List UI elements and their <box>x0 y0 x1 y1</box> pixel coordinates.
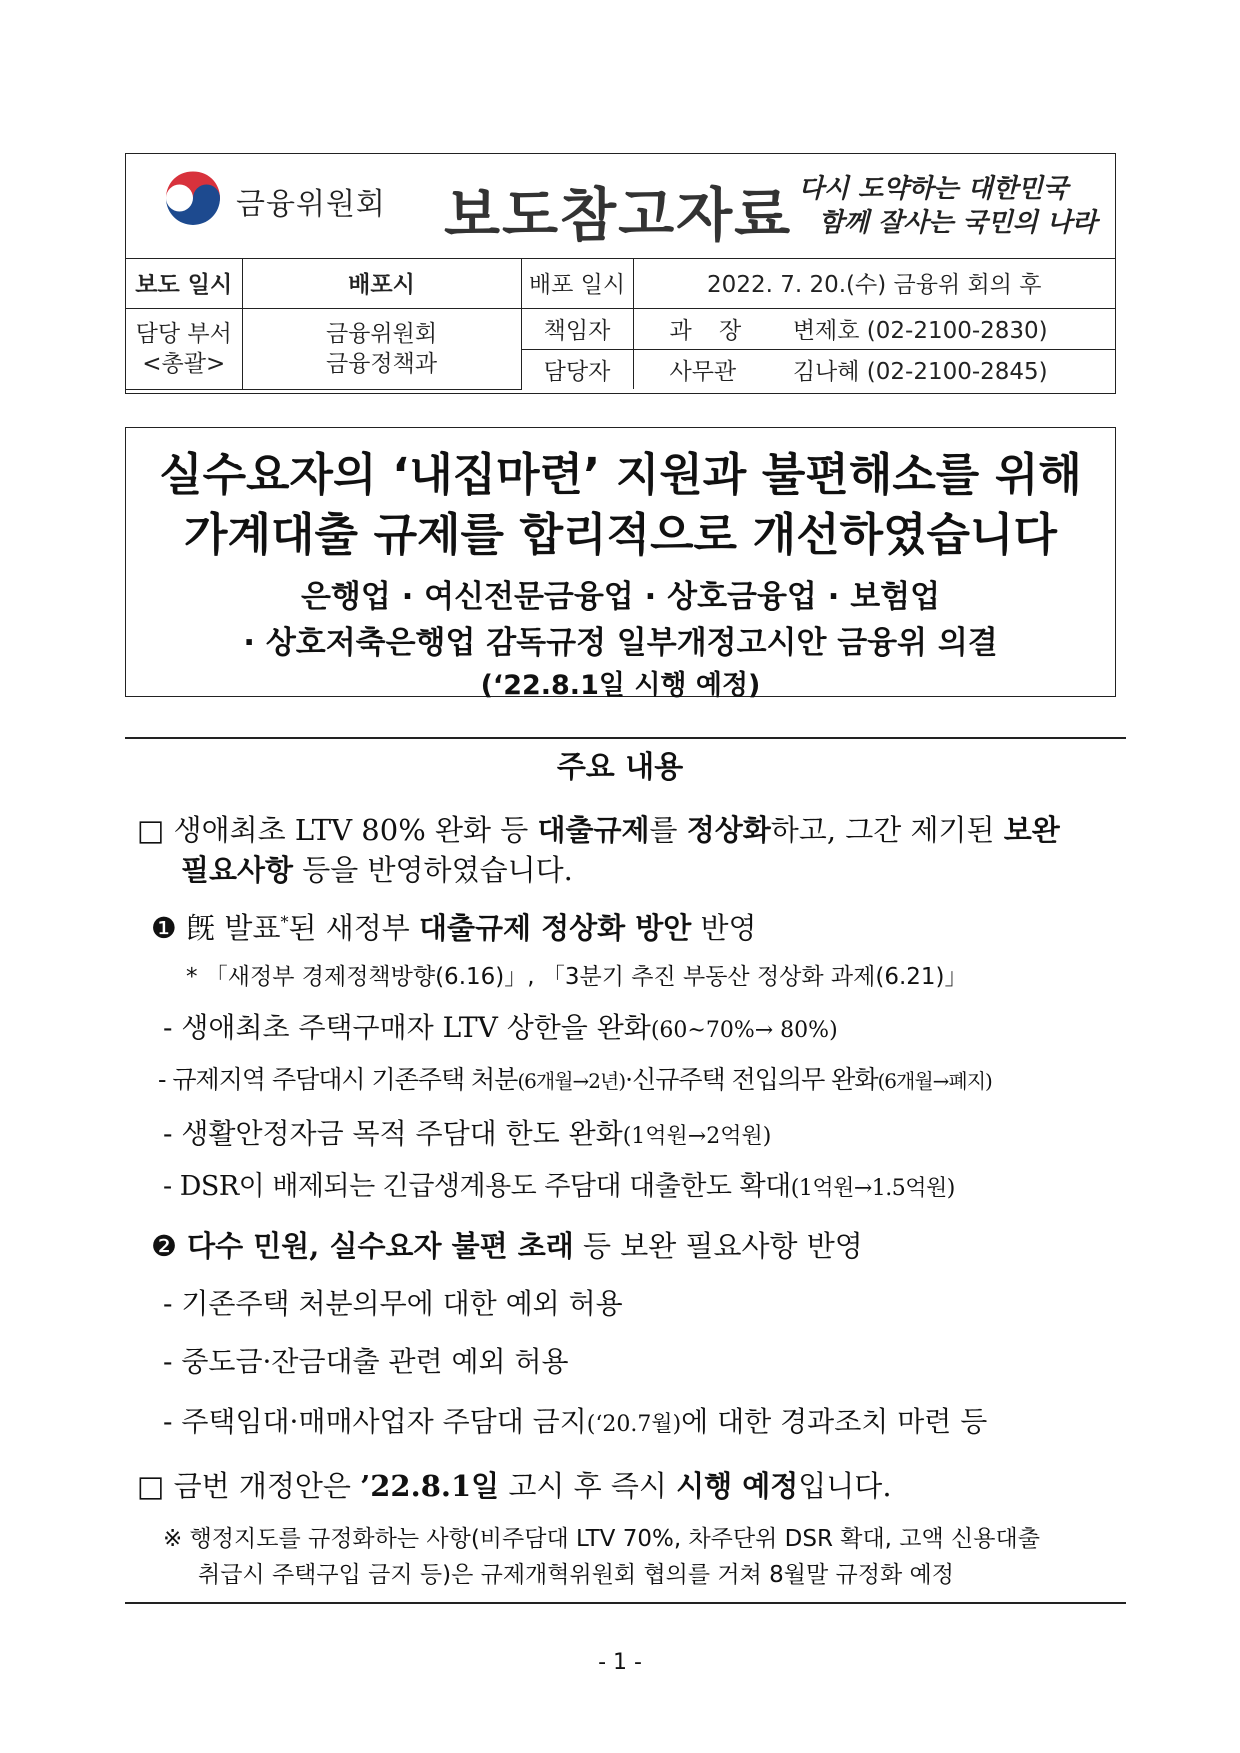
subtitle-line-1: 은행업 · 여신전문금융업 · 상호금융업 · 보험업 <box>300 579 941 615</box>
p1-text-c: 를 <box>649 813 687 847</box>
d1-detail: (60~70%→ 80%) <box>650 1018 838 1043</box>
resp-title: 과 장 <box>669 318 752 344</box>
n1-text-d: 반영 <box>691 911 757 945</box>
n1-text-c: 대출규제 정상화 방안 <box>418 911 692 945</box>
d3-text: - 생활안정자금 목적 주담대 한도 완화 <box>163 1117 623 1150</box>
dept-label <box>126 308 242 389</box>
paragraph-2 <box>137 1464 892 1505</box>
staff-title: 사무관 <box>669 358 737 385</box>
note-line-2: 취급시 주택구입 금지 등)은 규제개혁위원회 협의를 거쳐 8월말 규정화 예정 <box>198 1562 954 1588</box>
d4-text: - DSR이 배제되는 긴급생계용도 주담대 대출한도 확대 <box>163 1171 791 1202</box>
d2-detail-d: (6개월→폐지) <box>877 1069 992 1093</box>
slogan <box>789 172 1097 240</box>
divider-top <box>125 737 1126 739</box>
p1-text-a: 생애최초 LTV 80% 완화 등 <box>164 813 538 847</box>
dept-label-2: <총괄> <box>142 350 226 377</box>
paragraph-1-line-2 <box>181 848 573 889</box>
logo <box>162 170 386 232</box>
taegeuk-logo-icon <box>162 170 224 232</box>
release-value: 배포시 <box>242 258 521 308</box>
staff-cell <box>633 349 1115 389</box>
dept-label-1: 담당 부서 <box>135 320 232 347</box>
dash-item-4 <box>163 1164 955 1203</box>
paragraph-1-line-1 <box>137 808 1060 849</box>
p2-text-c: 고시 후 즉시 <box>499 1469 677 1503</box>
p2-text-d: 시행 예정 <box>676 1469 799 1503</box>
d7-text-c: 에 대한 경과조치 마련 등 <box>681 1405 988 1438</box>
section-title: 주요 내용 <box>556 750 684 785</box>
p1-text-d: 정상화 <box>686 813 771 847</box>
d3-detail: (1억원→2억원) <box>622 1124 772 1149</box>
n2-text-a: 다수 민원, 실수요자 불편 초래 <box>177 1229 574 1263</box>
dash-item-7 <box>163 1400 987 1440</box>
slogan-line-2: 함께 잘사는 국민의 나라 <box>818 208 1097 238</box>
p1-text-f: 보완 <box>1003 813 1060 847</box>
p1-text-b: 대출규제 <box>537 813 650 847</box>
dash-item-1 <box>163 1006 838 1046</box>
subtitle-line-2: · 상호저축은행업 감독규정 일부개정고시안 금융위 의결 <box>243 625 998 661</box>
header-box <box>125 153 1116 394</box>
d2-text-a: - 규제지역 주담대시 기존주택 처분 <box>158 1065 518 1094</box>
p1-text-g: 필요사항 <box>181 853 294 887</box>
n1-footnote-mark: * <box>280 912 289 932</box>
doc-type-title: 보도참고자료 <box>444 181 793 249</box>
dash-item-3 <box>163 1112 771 1152</box>
resp-cell <box>633 308 1115 349</box>
header-top <box>126 154 1115 259</box>
p1-text-h: 등을 반영하였습니다. <box>293 853 573 887</box>
slogan-line-1: 다시 도약하는 대한민국 <box>798 174 1068 204</box>
note-line-1: ※ 행정지도를 규정화하는 사항(비주담대 LTV 70%, 차주단위 DSR 확대, 고액 신용대출 <box>163 1526 1040 1552</box>
d2-detail-b: (6개월→2년) <box>517 1069 626 1093</box>
checkbox-square-icon: □ <box>137 813 165 847</box>
subtitle-line-3: (‘22.8.1일 시행 예정) <box>480 670 761 701</box>
page-number: - 1 - <box>598 1650 642 1675</box>
resp-name: 변제호 (02-2100-2830) <box>792 318 1048 344</box>
d4-detail: (1억원→1.5억원) <box>790 1176 955 1201</box>
headline-line-1: 실수요자의 ‘내집마련’ 지원과 불편해소를 위해 <box>159 448 1082 501</box>
number-2-icon: ❷ <box>151 1229 177 1263</box>
dash-item-2 <box>158 1060 992 1096</box>
dist-value: 2022. 7. 20.(수) 금융위 회의 후 <box>633 258 1115 308</box>
meta-table <box>126 258 1115 390</box>
dist-label: 배포 일시 <box>521 258 633 308</box>
org-name: 금융위원회 <box>236 187 386 222</box>
headline-line-2: 가계대출 규제를 합리적으로 개선하였습니다 <box>184 508 1057 561</box>
n2-text-b: 등 보완 필요사항 반영 <box>573 1229 863 1263</box>
dept-value-1: 금융위원회 <box>325 320 438 347</box>
divider-bottom <box>125 1602 1126 1604</box>
dept-value <box>242 308 521 389</box>
d1-text: - 생애최초 주택구매자 LTV 상한을 완화 <box>163 1011 651 1044</box>
p2-text-b: ’22.8.1일 <box>360 1469 500 1503</box>
staff-name: 김나혜 (02-2100-2845) <box>792 358 1048 385</box>
p2-text-a: 금번 개정안은 <box>164 1469 361 1503</box>
meta-row-resp <box>126 308 1115 349</box>
dash-item-6: - 중도금·잔금대출 관련 예외 허용 <box>163 1345 569 1378</box>
d2-text-c: ·신규주택 전입의무 완화 <box>625 1065 878 1094</box>
p1-text-e: 하고, 그간 제기된 <box>770 813 1004 847</box>
d7-detail-b: (‘20.7월) <box>586 1412 682 1437</box>
n1-text-a: 旣 발표 <box>177 911 281 945</box>
dept-value-2: 금융정책과 <box>325 350 438 377</box>
release-label: 보도 일시 <box>126 258 242 308</box>
numbered-item-2 <box>151 1224 863 1265</box>
n1-text-b: 된 새정부 <box>288 911 419 945</box>
headline-box <box>125 427 1116 701</box>
checkbox-square-icon-2: □ <box>137 1469 165 1503</box>
footnote-1: * 「새정부 경제정책방향(6.16)」, 「3분기 추진 부동산 정상화 과제(6.21)」 <box>186 964 968 990</box>
dash-item-5: - 기존주택 처분의무에 대한 예외 허용 <box>163 1287 623 1320</box>
meta-row-release <box>126 258 1115 308</box>
numbered-item-1 <box>151 906 757 947</box>
p2-text-e: 입니다. <box>798 1469 892 1503</box>
d7-text-a: - 주택임대·매매사업자 주담대 금지 <box>163 1405 587 1438</box>
resp-label: 책임자 <box>521 308 633 349</box>
staff-label: 담당자 <box>521 349 633 389</box>
number-1-icon: ❶ <box>151 911 177 945</box>
